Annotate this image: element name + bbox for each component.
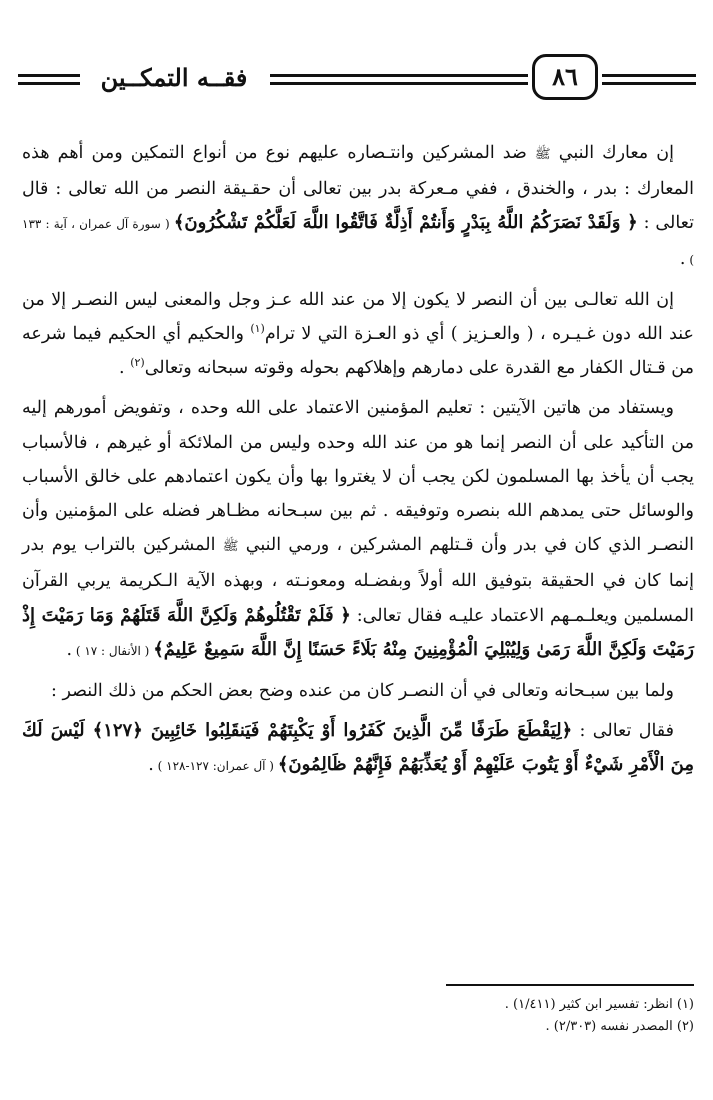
paragraph-5: [22, 714, 694, 783]
paragraph-4: [22, 674, 694, 708]
page-header: [18, 52, 696, 108]
running-title: فقــه التمكــين: [100, 63, 248, 92]
header-rule: [602, 74, 696, 77]
text-run: ضد المشركين وانتـصاره عليهم نوع من أنواع التمكين ومن أهم هذه المعارك : بدر ، والخندق ، ففي مـعركة بدر بين تعالى أن حقـيقة النصر من الله تعالى : قال تعالى :: [22, 143, 694, 234]
text-run: فقال تعالى :: [572, 721, 674, 742]
header-rule: [18, 82, 80, 85]
text-run: إن الله تعالـى بين أن النصر لا يكون إلا من عند الله عـز وجل والمعنى ليس النصـر إلا من عند الله دون غـيـره ، ( والعـزيز ) أي ذو العـزة التي لا ترام: [22, 289, 694, 345]
text-run: والحكيم أي الحكيم فيما شرعه من قـتال الكفار مع القدرة على دمارهم وإهلاكهم بحوله وقوته سبحانه وتعالى: [22, 324, 694, 379]
text-run: إن معارك النبي: [550, 143, 674, 163]
salutation-glyph: ﷺ: [222, 539, 239, 555]
header-rule: [270, 82, 528, 85]
header-rule: [270, 74, 528, 77]
quran-verse: ﴿ فَلَمْ تَقْتُلُوهُمْ وَلَكِنَّ اللَّهَ قَتَلَهُمْ وَمَا رَمَيْتَ إِذْ رَمَيْتَ وَلَكِنَّ اللَّهَ رَمَىٰ وَلِيُبْلِيَ الْمُؤْمِنِينَ مِنْهُ بَلَاءً حَسَنًا إِنَّ اللَّهَ سَمِيعٌ عَلِيمٌ﴾: [22, 604, 694, 660]
body-text: [22, 136, 694, 790]
salutation-glyph: ﷺ: [534, 147, 551, 162]
quran-verse: ﴿لِيَقْطَعَ طَرَفًا مِّنَ الَّذِينَ كَفَرُوا أَوْ يَكْبِتَهُمْ فَيَنقَلِبُوا خَائِبِينَ ﴿١٢٧﴾ لَيْسَ لَكَ مِنَ الْأَمْرِ شَيْءٌ أَوْ يَتُوبَ عَلَيْهِمْ أَوْ يُعَذِّبَهُمْ فَإِنَّهُمْ ظَالِمُونَ﴾: [22, 720, 694, 776]
verse-reference: ( الأنفال : ١٧ ): [72, 643, 154, 658]
footnote-marker: (٢): [130, 356, 145, 370]
footnotes: [300, 994, 694, 1038]
paragraph-3: [22, 391, 694, 668]
text-run: .: [119, 358, 131, 379]
text-run: ويستفاد من هاتين الآيتين : تعليم المؤمنين الاعتماد على الله وحده ، وتفويض أمورهم إليه من التأكيد على أن النصر إنما هو من عند الله وحده وليس من الملائكة أو غيرهم ، فالأسباب يجب أن يأخذ بها المسلمون لكن يجب أن لا يغتروا بها وأن يكون اعتمادهم على خالق الأسباب والوسائل حتى يمدهم الله بنصره وتوفيقه . ثم بين سبـحانه مظـاهر فضله على المؤمنين وأن النصـر الذي كان في بدر وأن قـتلهم المشركين ، ورمي النبي: [22, 398, 694, 556]
paragraph-2: [22, 283, 694, 386]
footnote-marker: (١): [250, 322, 265, 336]
text-run: المشركين بالتراب يوم بدر إنما كان في الحقيقة بتوفيق الله أولاً وبفضـله ومعونـته ، وبهذه الآية الـكريمة يربي القرآن المسلمين ويعلـمـهم الاعتماد عليـه فقال تعالى:: [22, 535, 694, 626]
quran-verse: ﴿ وَلَقَدْ نَصَرَكُمُ اللَّهُ بِبَدْرٍ وَأَنتُمْ أَذِلَّةٌ فَاتَّقُوا اللَّهَ لَعَلَّكُمْ تَشْكُرُونَ﴾: [173, 212, 638, 234]
verse-reference: ( آل عمران: ١٢٧-١٢٨ ): [153, 759, 278, 774]
page-number: ٨٦: [532, 54, 598, 100]
text-run: ولما بين سبـحانه وتعالى في أن النصـر كان من عنده وضح بعض الحكم من ذلك النصر :: [51, 681, 674, 702]
footnote-2: (٢) المصدر نفسه (٢/٣٠٣) .: [545, 1019, 694, 1034]
verse-reference: ( سورة آل عمران ، آية : ١٣٣ ): [22, 217, 694, 267]
footnote-divider: [446, 984, 694, 986]
header-rule: [602, 82, 696, 85]
header-rule: [18, 74, 80, 77]
footnote-1: (١) انظر: تفسير ابن كثير (١/٤١١) .: [504, 997, 694, 1012]
text-run: .: [66, 639, 73, 660]
text-run: .: [679, 248, 686, 269]
text-run: .: [148, 755, 154, 776]
paragraph-1: [22, 136, 694, 277]
